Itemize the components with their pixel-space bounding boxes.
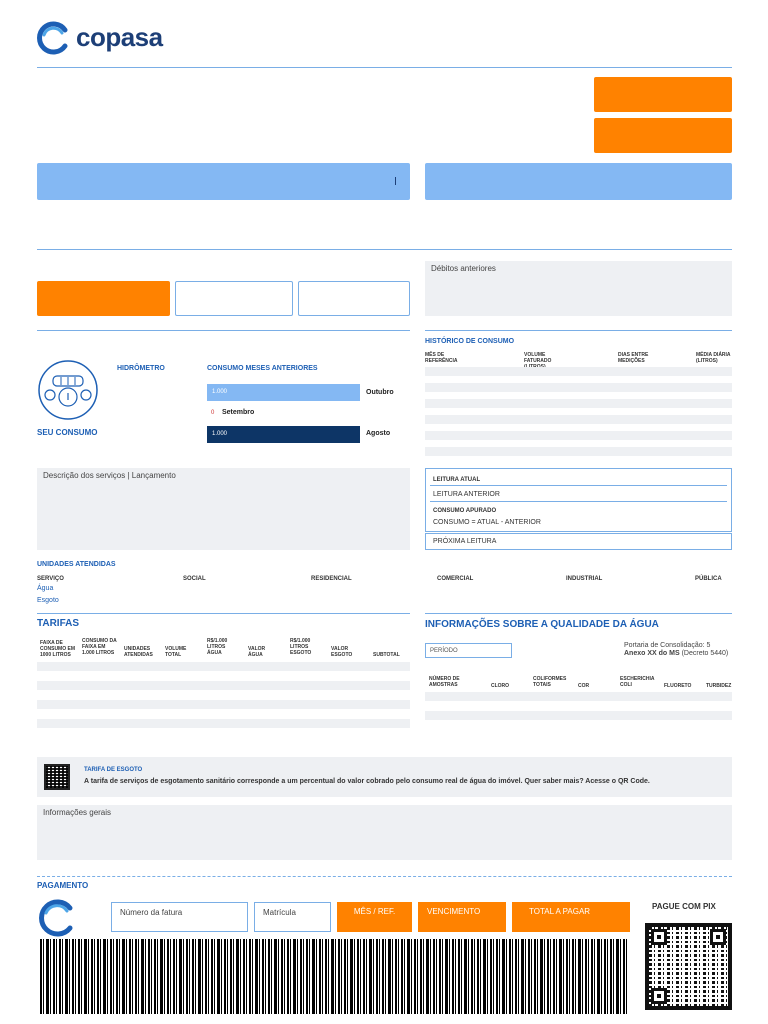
tarifas-row bbox=[37, 681, 410, 690]
mes-ref-field: MÊS / REF. bbox=[337, 902, 412, 932]
qualidade-row bbox=[425, 692, 732, 701]
orange-summary-box bbox=[37, 281, 170, 316]
tarifa-esgoto-title: TARIFA DE ESGOTO bbox=[84, 767, 143, 773]
barcode bbox=[40, 939, 628, 1014]
month-agosto: Agosto bbox=[366, 430, 391, 437]
total-pagar-field: TOTAL A PAGAR bbox=[512, 902, 630, 932]
pix-qr-code-icon[interactable] bbox=[645, 923, 732, 1010]
historico-col-dias: DIAS ENTRE MEDIÇÕES bbox=[618, 352, 649, 364]
informacoes-gerais-box bbox=[37, 805, 732, 860]
consumo-bar-setembro-value: 0 bbox=[211, 410, 215, 416]
historico-col-volume: VOLUME FATURADO bbox=[524, 352, 552, 364]
tarifas-col-rs-esgoto: R$/1.000 LITROS ESGOTO bbox=[290, 638, 312, 656]
tarifa-esgoto-box bbox=[37, 757, 732, 797]
tarifas-col-unidades: UNIDADES ATENDIDAS bbox=[124, 646, 153, 658]
historico-row bbox=[425, 431, 732, 440]
historico-col-media: MÉDIA DIÁRIA (LITROS) bbox=[696, 352, 731, 364]
unidades-col-comercial: COMERCIAL bbox=[437, 576, 474, 582]
leitura-box bbox=[425, 468, 732, 532]
numero-fatura-field: Número da fatura bbox=[111, 902, 248, 932]
address-info-box bbox=[425, 163, 732, 200]
unidades-col-publica: PÚBLICA bbox=[695, 576, 722, 582]
orange-header-box-2 bbox=[594, 118, 732, 153]
historico-row bbox=[425, 383, 732, 392]
proxima-leitura-box bbox=[425, 533, 732, 550]
divider bbox=[425, 330, 732, 331]
qr-code-icon[interactable] bbox=[44, 764, 70, 790]
vencimento-field: VENCIMENTO bbox=[418, 902, 506, 932]
divider bbox=[37, 67, 732, 68]
qualidade-col-cloro: CLORO bbox=[491, 683, 510, 689]
debitos-label: Débitos anteriores bbox=[431, 264, 496, 273]
hidrometro-icon bbox=[37, 360, 99, 420]
historico-row bbox=[425, 447, 732, 456]
copasa-logo-mark-icon bbox=[37, 898, 75, 938]
matricula-field: Matrícula bbox=[254, 902, 331, 932]
tarifas-row bbox=[37, 662, 410, 671]
tarifa-esgoto-text: A tarifa de serviços de esgotamento sanitário corresponde a um percentual do valor cobrado pelo consumo real de água do imóvel. Quer saber mais? Acesse o QR Code. bbox=[84, 778, 650, 785]
qualidade-col-turbidez: TURBIDEZ bbox=[706, 683, 732, 689]
seu-consumo-label: SEU CONSUMO bbox=[37, 428, 98, 437]
tarifas-row bbox=[37, 719, 410, 728]
consumo-bar-agosto: 1.000 bbox=[207, 426, 360, 443]
client-info-box bbox=[37, 163, 410, 200]
historico-title: HISTÓRICO DE CONSUMO bbox=[425, 338, 515, 345]
divider bbox=[37, 249, 732, 250]
leitura-atual-label: LEITURA ATUAL bbox=[433, 477, 481, 483]
qualidade-col-ecoli: ESCHERICHIA COLI bbox=[620, 676, 655, 688]
debitos-anteriores-box bbox=[425, 261, 732, 316]
summary-box-2 bbox=[175, 281, 293, 316]
month-setembro: Setembro bbox=[222, 409, 255, 416]
copasa-logo-mark-icon bbox=[36, 21, 70, 55]
divider bbox=[425, 613, 732, 614]
month-outubro: Outubro bbox=[366, 389, 394, 396]
tarifas-col-volume: VOLUME TOTAL bbox=[165, 646, 187, 658]
unidades-row-esgoto: Esgoto bbox=[37, 597, 59, 604]
tarifas-col-rs-agua: R$/1.000 LITROS ÁGUA bbox=[207, 638, 228, 656]
servicos-box bbox=[37, 468, 410, 550]
consumo-apurado-label: CONSUMO APURADO bbox=[433, 508, 497, 514]
consumo-meses-label: CONSUMO MESES ANTERIORES bbox=[207, 365, 318, 372]
summary-box-3 bbox=[298, 281, 410, 316]
qualidade-col-coliformes: COLIFORMES TOTAIS bbox=[533, 676, 567, 688]
qualidade-col-cor: COR bbox=[578, 683, 590, 689]
proxima-leitura-label: PRÓXIMA LEITURA bbox=[433, 538, 497, 545]
historico-col-mes: MÊS DE REFERÊNCIA bbox=[425, 352, 458, 364]
divider bbox=[37, 613, 410, 614]
qualidade-row bbox=[425, 711, 732, 720]
leitura-anterior-label: LEITURA ANTERIOR bbox=[433, 491, 500, 498]
tarifas-col-consumo: CONSUMO DA FAIXA EM 1.000 LITROS bbox=[82, 638, 117, 656]
tarifas-col-valor-esgoto: VALOR ESGOTO bbox=[331, 646, 353, 658]
dotted-divider bbox=[37, 876, 732, 877]
unidades-row-agua: Água bbox=[37, 585, 54, 592]
consumo-formula: CONSUMO = ATUAL - ANTERIOR bbox=[433, 519, 541, 526]
qualidade-col-fluoreto: FLUORETO bbox=[664, 683, 692, 689]
unidades-col-servico: SERVIÇO bbox=[37, 576, 64, 582]
portaria-line1: Portaria de Consolidação: 5 bbox=[624, 642, 711, 649]
pague-com-pix-label: PAGUE COM PIX bbox=[652, 902, 716, 911]
tarifas-col-valor-agua: VALOR ÁGUA bbox=[248, 646, 266, 658]
divider bbox=[37, 330, 410, 331]
consumo-bar-outubro: 1.000 bbox=[207, 384, 360, 401]
tarifas-col-subtotal: SUBTOTAL bbox=[373, 652, 400, 658]
unidades-title: UNIDADES ATENDIDAS bbox=[37, 561, 116, 568]
tarifas-row bbox=[37, 700, 410, 709]
historico-row bbox=[425, 415, 732, 424]
portaria-line2: Anexo XX do MS (Decreto 5440) bbox=[624, 650, 729, 657]
orange-header-box-1 bbox=[594, 77, 732, 112]
unidades-col-industrial: INDUSTRIAL bbox=[566, 576, 603, 582]
qualidade-col-amostras: NÚMERO DE AMOSTRAS bbox=[429, 676, 460, 688]
copasa-logo bbox=[36, 21, 176, 55]
tarifas-col-faixa: FAIXA DE CONSUMO EM 1000 LITROS bbox=[40, 640, 75, 658]
pagamento-title: PAGAMENTO bbox=[37, 881, 89, 890]
servicos-label: Descrição dos serviços | Lançamento bbox=[43, 471, 176, 480]
brand-name: copasa bbox=[76, 22, 163, 52]
unidades-col-social: SOCIAL bbox=[183, 576, 206, 582]
historico-row bbox=[425, 399, 732, 408]
tarifas-title: TARIFAS bbox=[37, 618, 80, 629]
informacoes-gerais-label: Informações gerais bbox=[43, 808, 112, 817]
unidades-col-residencial: RESIDENCIAL bbox=[311, 576, 352, 582]
periodo-field: PERÍODO bbox=[425, 643, 512, 658]
historico-row bbox=[425, 367, 732, 376]
qualidade-title: INFORMAÇÕES SOBRE A QUALIDADE DA ÁGUA bbox=[425, 619, 659, 630]
hidrometro-label: HIDRÔMETRO bbox=[117, 365, 165, 372]
